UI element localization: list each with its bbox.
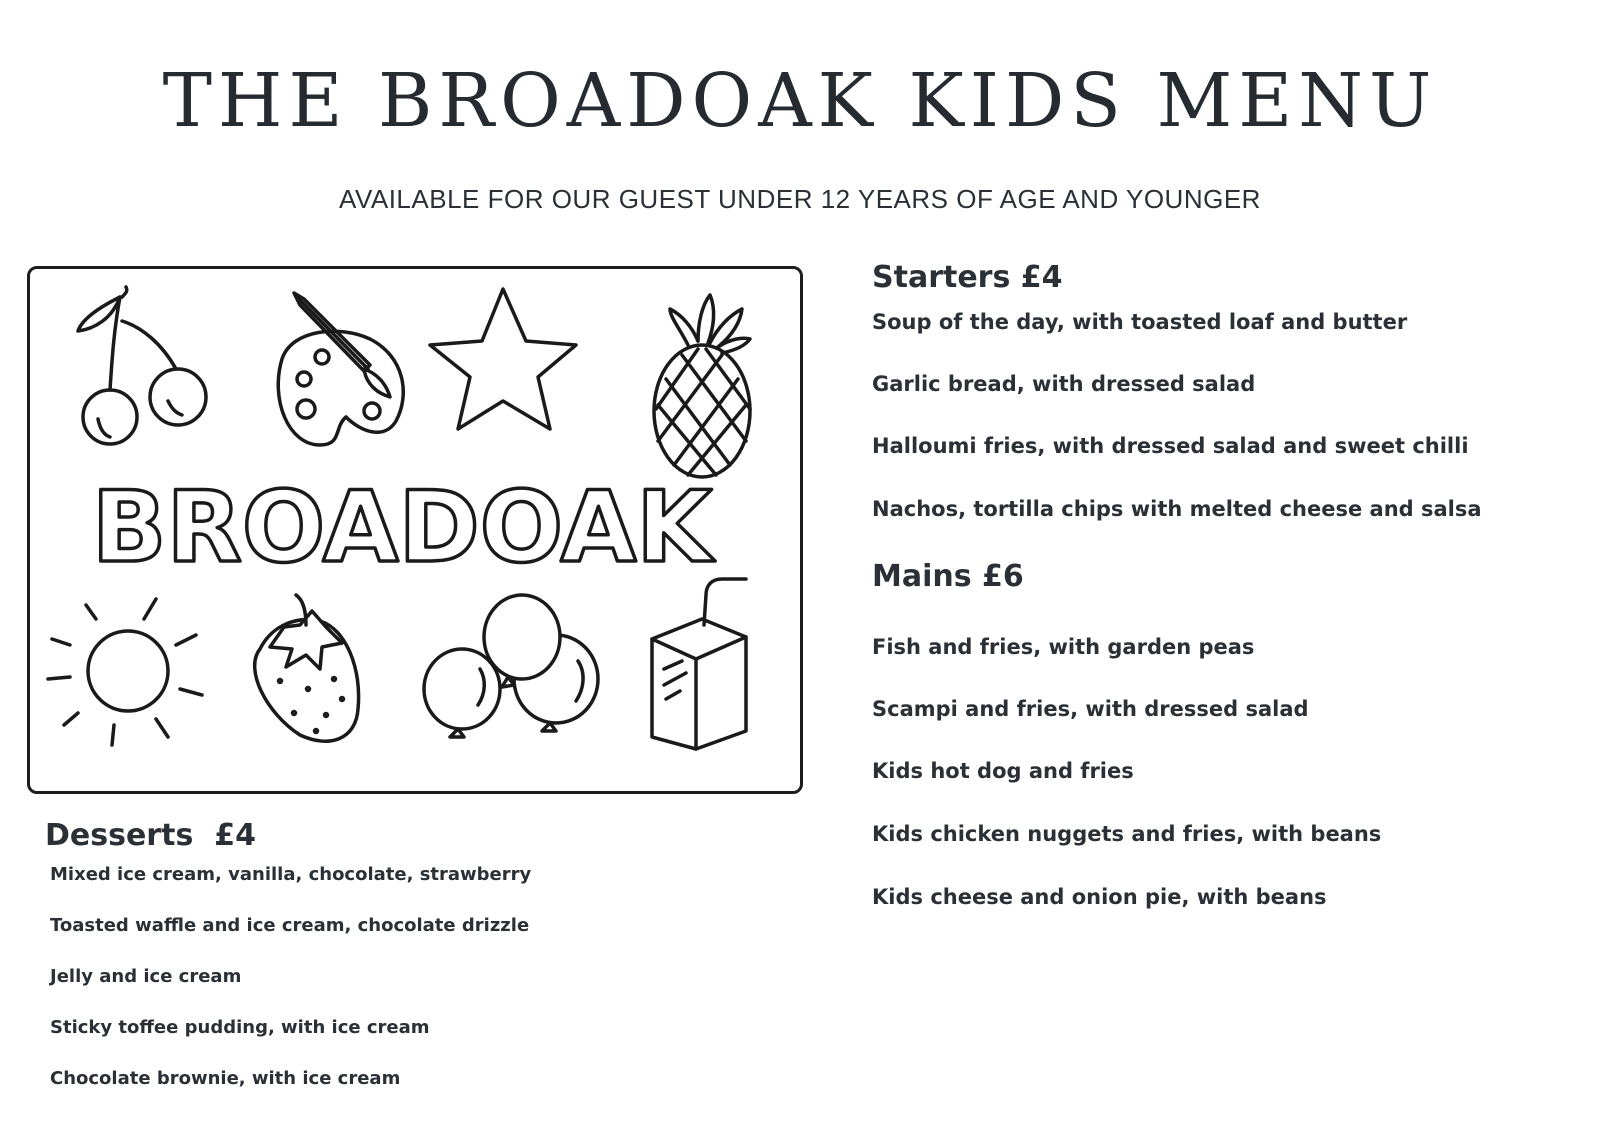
dessert-item: Chocolate brownie, with ice cream — [50, 1068, 401, 1089]
artwork-word: BROADOAK — [91, 471, 713, 585]
mains-heading: Mains £6 — [872, 559, 1024, 594]
cherries-icon — [78, 287, 206, 444]
dessert-item: Jelly and ice cream — [50, 966, 242, 987]
dessert-item: Sticky toffee pudding, with ice cream — [50, 1017, 430, 1038]
balloons-icon — [424, 595, 598, 737]
main-item: Fish and fries, with garden peas — [872, 635, 1255, 659]
dessert-item: Toasted waffle and ice cream, chocolate drizzle — [50, 915, 530, 936]
starter-item: Nachos, tortilla chips with melted cheese and salsa — [872, 497, 1482, 521]
main-item: Scampi and fries, with dressed salad — [872, 697, 1309, 721]
star-icon — [430, 289, 576, 429]
juice-box-icon — [652, 579, 746, 749]
main-item: Kids chicken nuggets and fries, with beans — [872, 822, 1382, 846]
dessert-item: Mixed ice cream, vanilla, chocolate, strawberry — [50, 864, 532, 885]
menu-title: THE BROADOAK KIDS MENU — [162, 58, 1438, 144]
starters-heading: Starters £4 — [872, 260, 1063, 295]
desserts-heading: Desserts £4 — [45, 818, 256, 853]
pineapple-icon — [654, 295, 750, 477]
main-item: Kids hot dog and fries — [872, 759, 1134, 783]
strawberry-icon — [255, 595, 359, 741]
coloring-artwork — [27, 266, 803, 794]
sun-icon — [48, 599, 202, 745]
starter-item: Halloumi fries, with dressed salad and sweet chilli — [872, 434, 1469, 458]
paint-palette-icon — [278, 293, 403, 445]
menu-subtitle: AVAILABLE FOR OUR GUEST UNDER 12 YEARS OF AGE AND YOUNGER — [339, 184, 1261, 214]
starter-item: Garlic bread, with dressed salad — [872, 372, 1256, 396]
main-item: Kids cheese and onion pie, with beans — [872, 885, 1327, 909]
starter-item: Soup of the day, with toasted loaf and butter — [872, 310, 1408, 334]
